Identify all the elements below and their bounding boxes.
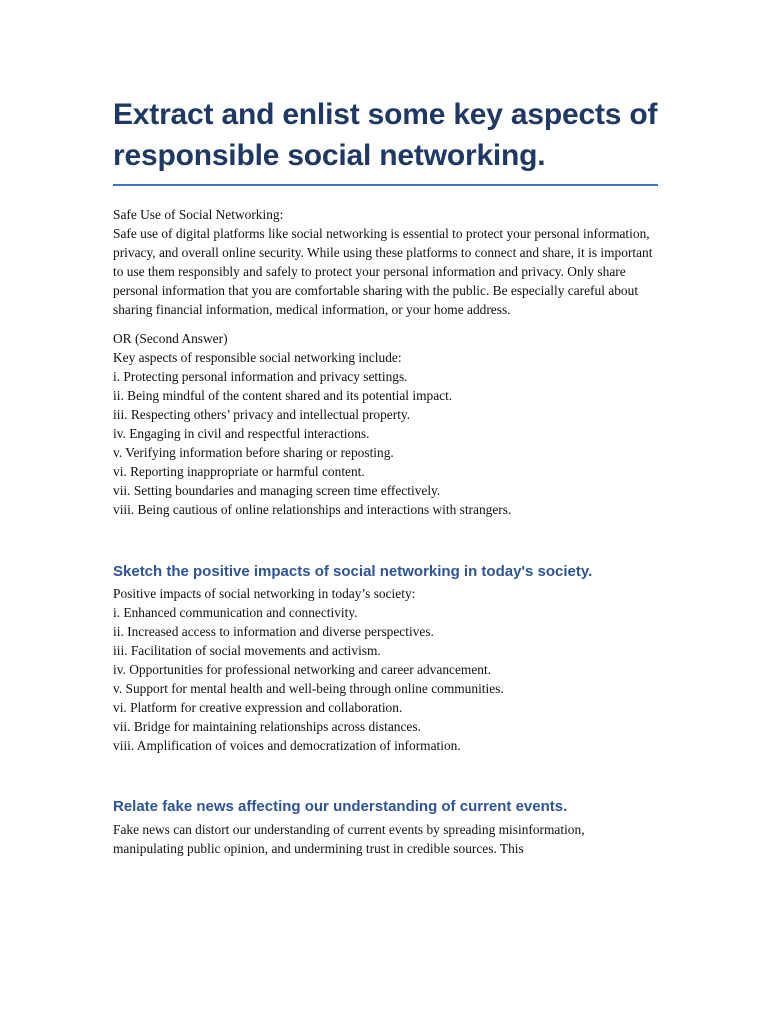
list-item: ii. Increased access to information and diverse perspectives.: [113, 624, 434, 639]
safe-use-label: Safe Use of Social Networking:: [113, 207, 284, 222]
list-item: i. Protecting personal information and privacy settings.: [113, 369, 408, 384]
list-item: vii. Setting boundaries and managing screen time effectively.: [113, 483, 441, 498]
second-answer-label: OR (Second Answer): [113, 331, 228, 346]
list-item: v. Verifying information before sharing or reposting.: [113, 445, 394, 460]
list-item: iv. Opportunities for professional networking and career advancement.: [113, 662, 492, 677]
safe-use-paragraph: Safe use of digital platforms like social networking is essential to protect your personal information, privacy, and overall online security. While using these platforms to connect and share, it is important to use them responsibly and safely to protect your personal information and privacy. Only share personal information that you are comfortable sharing with the public. Be especially careful about sharing financial information, medical information, or your home address.: [113, 226, 653, 317]
list-item: vii. Bridge for maintaining relationships across distances.: [113, 719, 421, 734]
document-title: Extract and enlist some key aspects of responsible social networking.: [113, 94, 658, 186]
positive-impacts-intro: Positive impacts of social networking in today’s society:: [113, 586, 416, 601]
safe-use-section: [113, 205, 658, 319]
second-answer-section: [113, 329, 658, 519]
document-page: [113, 94, 658, 858]
list-item: ii. Being mindful of the content shared and its potential impact.: [113, 388, 453, 403]
list-item: vi. Reporting inappropriate or harmful content.: [113, 464, 365, 479]
list-item: i. Enhanced communication and connectivity.: [113, 605, 358, 620]
key-aspects-list: [113, 367, 658, 519]
fake-news-paragraph: Fake news can distort our understanding of current events by spreading misinformation, manipulating public opinion, and undermining trust in credible sources. This: [113, 822, 585, 856]
positive-impacts-section: [113, 584, 658, 755]
list-item: vi. Platform for creative expression and collaboration.: [113, 700, 403, 715]
fake-news-heading: Relate fake news affecting our understanding of current events.: [113, 798, 568, 815]
list-item: viii. Being cautious of online relationships and interactions with strangers.: [113, 502, 512, 517]
list-item: iii. Respecting others’ privacy and intellectual property.: [113, 407, 411, 422]
list-item: iv. Engaging in civil and respectful interactions.: [113, 426, 370, 441]
list-item: v. Support for mental health and well-being through online communities.: [113, 681, 504, 696]
positive-impacts-heading: Sketch the positive impacts of social networking in today's society.: [113, 563, 593, 580]
positive-impacts-list: [113, 603, 658, 755]
list-item: viii. Amplification of voices and democratization of information.: [113, 738, 461, 753]
key-aspects-intro: Key aspects of responsible social networking include:: [113, 350, 402, 365]
list-item: iii. Facilitation of social movements and activism.: [113, 643, 381, 658]
